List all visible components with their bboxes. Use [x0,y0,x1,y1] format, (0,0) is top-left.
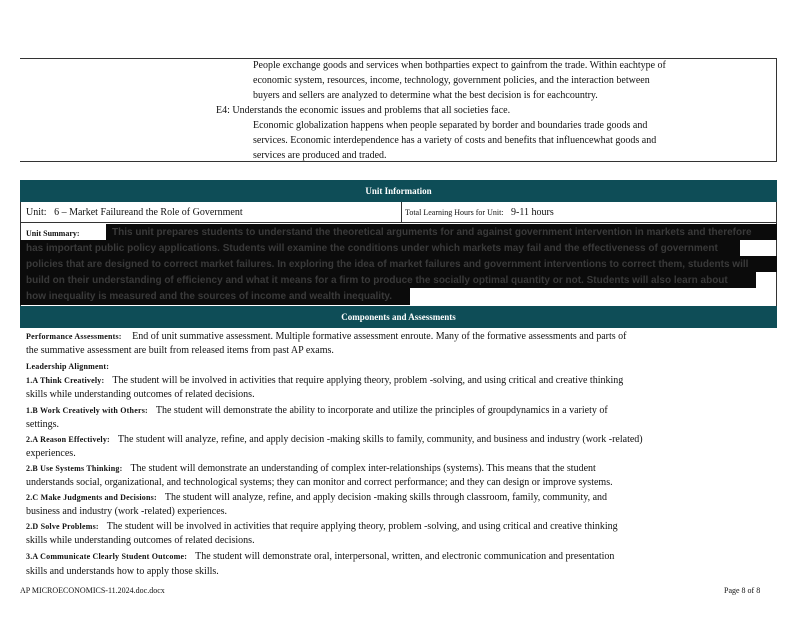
standard-text-line: services are produced and traded. [253,150,387,161]
alignment-item-cont: understands social, organizational, and technological systems; they can monitor and correct performance; and they can design or improve systems. [26,477,613,488]
alignment-item: 1.B Work Creatively with Others: The student will demonstrate the ability to incorporate and utilize the principles of groupdynamics in a variety of [26,405,608,416]
alignment-item: 3.A Communicate Clearly Student Outcome: The student will demonstrate oral, interpersonal, written, and electronic communication and presentation [26,551,615,562]
unit-summary-text: policies that are designed to correct market failures. In exploring the idea of market failures and government interventions to correct them, students will [26,259,749,270]
alignment-item-cont: settings. [26,419,60,430]
table-divider [401,202,402,222]
unit-summary-text: build on their understanding of efficiency and what it means for a firm to produce the socially optimal quantity or not. Students will also learn about [26,275,728,286]
unit-title: 6 – Market Failureand the Role of Government [54,207,243,218]
footer-filename: AP MICROECONOMICS-11.2024.doc.docx [20,586,165,595]
standard-heading-e4: E4: Understands the economic issues and problems that all societies face. [216,105,511,116]
standard-text-line: People exchange goods and services when bothparties expect to gainfrom the trade. Within eachtype of [253,60,666,71]
standard-text-line: Economic globalization happens when people separated by border and boundaries trade goods and [253,120,648,131]
alignment-item-cont: skills while understanding outcomes of related decisions. [26,535,255,546]
total-hours: Total Learning Hours for Unit: 9-11 hours [405,207,554,218]
performance-assessments: Performance Assessments: End of unit summative assessment. Multiple formative assessment enroute. Many of the formative assessments and parts of [26,331,627,342]
unit-summary-label: Unit Summary: [26,229,80,238]
performance-label: Performance Assessments: [26,332,122,341]
unit-information-header: Unit Information [20,180,777,202]
alignment-item: 2.A Reason Effectively: The student will analyze, refine, and apply decision -making skills to family, community, and business and industry (work -related) [26,434,643,445]
standard-text-line: services. Economic interdependence has a variety of costs and benefits that influencewhat goods and [253,135,657,146]
unit-summary-text: has important public policy applications. Students will examine the conditions under which markets may fail and the effectiveness of government [26,243,718,254]
total-hours-value: 9-11 hours [511,207,554,218]
table-divider [20,222,777,223]
alignment-item-cont: skills while understanding outcomes of related decisions. [26,389,255,400]
unit-summary-text: how inequality is measured and the sources of income and wealth inequality. [26,291,393,302]
alignment-item-cont: experiences. [26,448,76,459]
unit-summary-text: This unit prepares students to understand the theoretical arguments for and against government intervention in markets and therefore [112,227,752,238]
footer-page-number: Page 8 of 8 [724,586,761,595]
standard-text-line: economic system, resources, income, technology, government policies, and the interaction between [253,75,650,86]
standard-text-line: buyers and sellers are analyzed to determine what the best decision is for eachcountry. [253,90,598,101]
alignment-item: 2.C Make Judgments and Decisions: The student will analyze, refine, and apply decision -making skills through classroom, family, community, and [26,492,608,503]
alignment-item: 1.A Think Creatively: The student will be involved in activities that require applying theory, problem -solving, and using critical and creative thinking [26,375,624,386]
alignment-item-cont: business and industry (work -related) experiences. [26,506,228,517]
alignment-item: 2.D Solve Problems: The student will be involved in activities that require applying theory, problem -solving, and using critical and creative thinking [26,521,618,532]
alignment-item-cont: skills and understands how to apply those skills. [26,566,219,577]
alignment-item: 2.B Use Systems Thinking: The student will demonstrate an understanding of complex inter-relationships (systems). This means that the student [26,463,596,474]
unit-label: Unit: 6 – Market Failureand the Role of Government [26,207,243,218]
performance-assessments-cont: the summative assessment are built from released items from past AP exams. [26,345,334,356]
components-header: Components and Assessments [20,306,777,328]
leadership-alignment-label: Leadership Alignment: [26,362,110,371]
